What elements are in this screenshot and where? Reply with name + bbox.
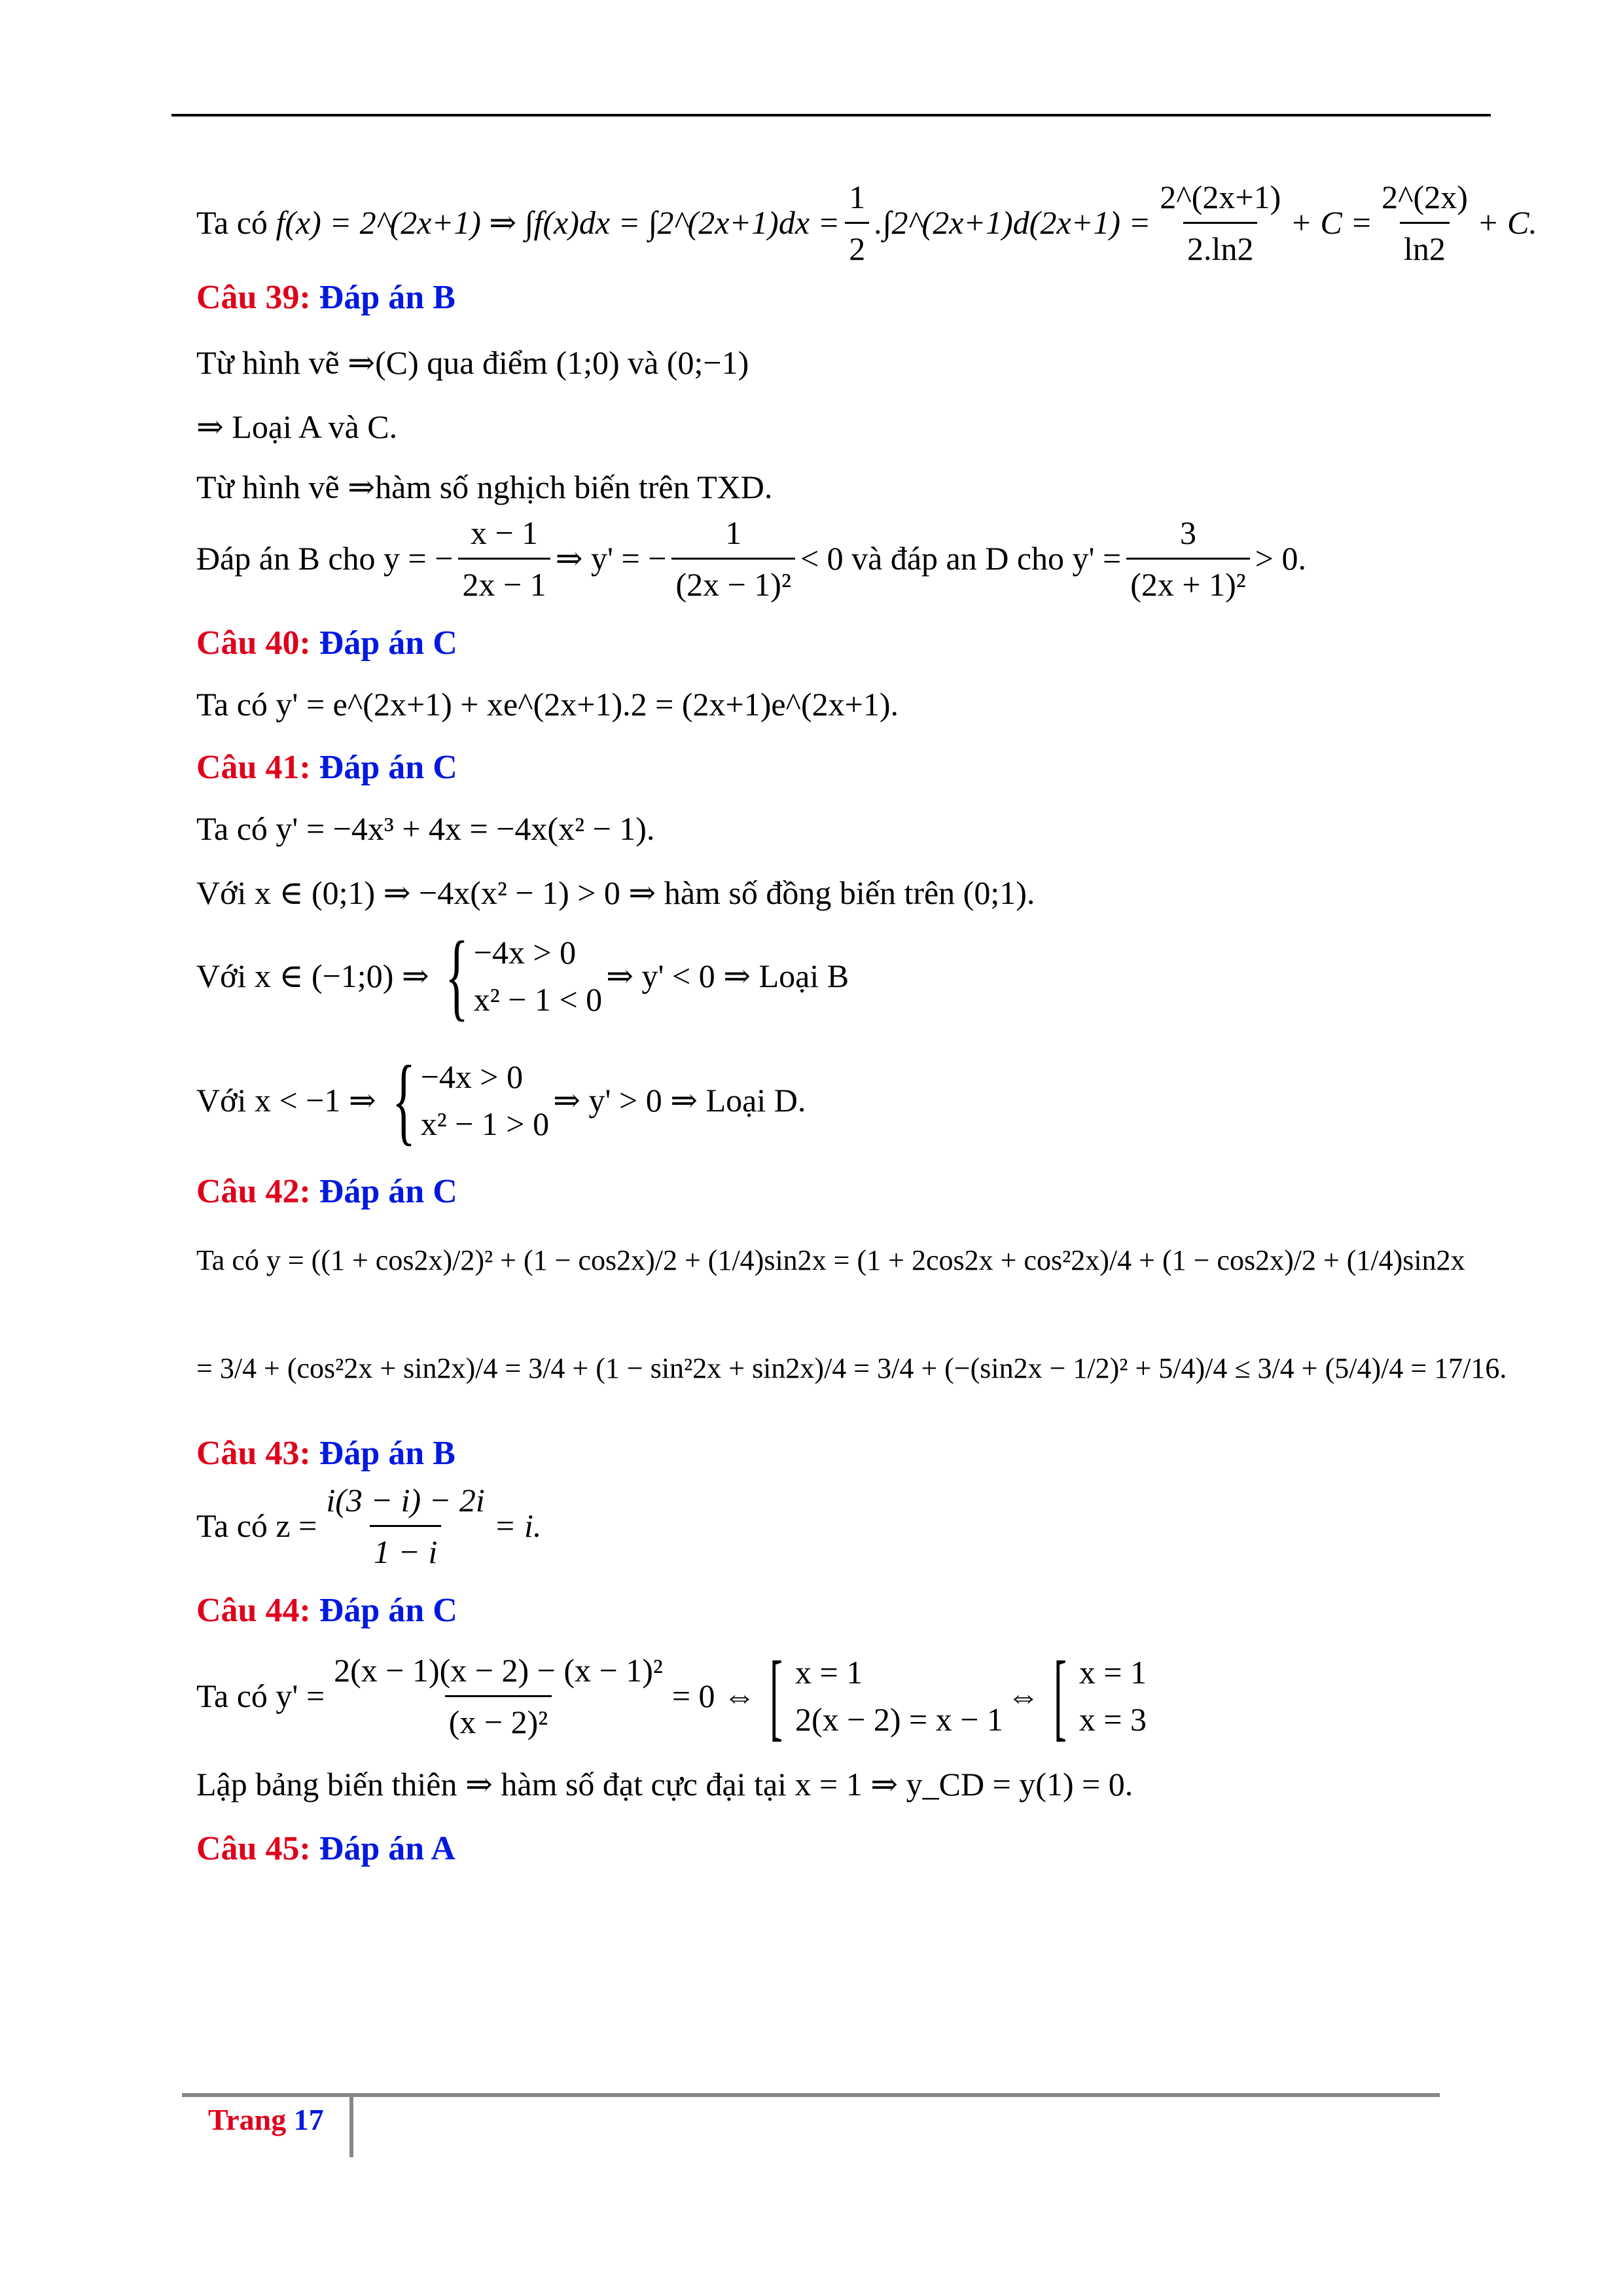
q41-number: Câu 41: bbox=[196, 749, 311, 786]
q44-heading bbox=[196, 1588, 1440, 1634]
q40-answer: Đáp án C bbox=[319, 624, 457, 662]
footer-rule bbox=[182, 2093, 1440, 2097]
q41-line-2: Với x ∈ (0;1) ⇒ −4x(x² − 1) > 0 ⇒ hàm số đồng biến trên (0;1). bbox=[196, 874, 1035, 911]
q41-l3a: Với x ∈ (−1;0) ⇒ bbox=[196, 958, 429, 994]
q38-eq1: f(x) = 2^(2x+1) ⇒ ∫f(x)dx = ∫2^(2x+1)dx = bbox=[276, 204, 840, 241]
q40-number: Câu 40: bbox=[196, 624, 311, 662]
q42-number: Câu 42: bbox=[196, 1173, 311, 1210]
q39-frac3-num: 3 bbox=[1180, 514, 1196, 551]
q38-eq4: + C. bbox=[1476, 204, 1537, 241]
q45-number: Câu 45: bbox=[196, 1830, 311, 1867]
q44-l1b: = 0 ⇔ bbox=[671, 1677, 757, 1714]
q43-number: Câu 43: bbox=[196, 1435, 311, 1472]
q38-frac1 bbox=[845, 175, 869, 271]
q44-sys1-row2: 2(x − 2) = x − 1 bbox=[795, 1701, 1003, 1738]
page-content bbox=[196, 177, 1537, 1872]
q38-frac1-den: 2 bbox=[845, 222, 869, 271]
q43-frac bbox=[322, 1478, 488, 1574]
q41-l4b: ⇒ y' > 0 ⇒ Loại D. bbox=[553, 1082, 806, 1119]
bracket-icon: [ bbox=[770, 1641, 783, 1750]
q43-frac-num: i(3 − i) − 2i bbox=[326, 1481, 485, 1518]
q44-sys2-row2: x = 3 bbox=[1079, 1701, 1147, 1738]
q39-heading bbox=[196, 275, 1440, 321]
q38-frac2-den: 2.ln2 bbox=[1183, 222, 1257, 271]
q45-answer: Đáp án A bbox=[319, 1830, 455, 1867]
q44-number: Câu 44: bbox=[196, 1592, 311, 1629]
q38-frac3-num: 2^(2x) bbox=[1382, 178, 1468, 215]
q39-l4d: > 0. bbox=[1255, 540, 1306, 577]
q38-prefix: Ta có bbox=[196, 204, 268, 241]
q39-answer: Đáp án B bbox=[319, 279, 455, 316]
q41-line-4 bbox=[196, 1045, 1440, 1156]
page-footer bbox=[208, 2102, 324, 2137]
q41-answer: Đáp án C bbox=[319, 749, 457, 786]
q39-line-3: Từ hình vẽ ⇒hàm số nghịch biến trên TXD. bbox=[196, 469, 773, 505]
q41-sys2-row1: −4x > 0 bbox=[420, 1058, 524, 1095]
q38-frac1-num: 1 bbox=[849, 178, 866, 215]
q44-frac-den: (x − 2)² bbox=[445, 1695, 552, 1744]
q41-sys2-row2: x² − 1 > 0 bbox=[420, 1105, 550, 1142]
q43-frac-den: 1 − i bbox=[370, 1525, 442, 1574]
q41-l4a: Với x < −1 ⇒ bbox=[196, 1082, 376, 1119]
q42-heading bbox=[196, 1169, 1440, 1215]
q41-l3b: ⇒ y' < 0 ⇒ Loại B bbox=[606, 958, 849, 994]
page-label: Trang bbox=[208, 2103, 287, 2136]
q41-system-2 bbox=[380, 1046, 550, 1155]
q39-line-1: Từ hình vẽ ⇒(C) qua điểm (1;0) và (0;−1) bbox=[196, 344, 749, 381]
q44-system-1 bbox=[760, 1641, 1003, 1750]
q38-eq2: .∫2^(2x+1)d(2x+1) = bbox=[874, 204, 1151, 241]
page-number: 17 bbox=[293, 2103, 324, 2136]
q40-line-1: Ta có y' = e^(2x+1) + xe^(2x+1).2 = (2x+1)e^(2x+1). bbox=[196, 686, 899, 723]
q44-frac-num: 2(x − 1)(x − 2) − (x − 1)² bbox=[334, 1651, 663, 1689]
q43-line-1 bbox=[196, 1477, 1440, 1575]
q44-l1c: ⇔ bbox=[1007, 1677, 1040, 1714]
q43-l1b: = i. bbox=[493, 1507, 542, 1544]
q39-frac1-num: x − 1 bbox=[470, 514, 539, 551]
q42-line-1: Ta có y = ((1 + cos2x)/2)² + (1 − cos2x)/2 + (1/4)sin2x = (1 + 2cos2x + cos²2x)/4 + (1 − cos2x)/2 + (1/4)sin2x bbox=[196, 1244, 1465, 1276]
q43-l1a: Ta có z = bbox=[196, 1507, 317, 1544]
q39-frac1 bbox=[458, 511, 550, 607]
q44-answer: Đáp án C bbox=[319, 1592, 457, 1629]
q44-l1a: Ta có y' = bbox=[196, 1677, 325, 1714]
q41-sys1-row2: x² − 1 < 0 bbox=[473, 981, 603, 1018]
q38-frac2 bbox=[1156, 175, 1285, 271]
q44-system-2 bbox=[1044, 1641, 1147, 1750]
q38-frac3 bbox=[1378, 175, 1472, 271]
q44-line-1 bbox=[196, 1640, 1440, 1751]
q38-frac2-num: 2^(2x+1) bbox=[1160, 178, 1281, 215]
q44-line-2: Lập bảng biến thiên ⇒ hàm số đạt cực đại tại x = 1 ⇒ y_CD = y(1) = 0. bbox=[196, 1766, 1133, 1803]
q39-l4b: ⇒ y' = − bbox=[555, 540, 667, 577]
q42-line-2: = 3/4 + (cos²2x + sin2x)/4 = 3/4 + (1 − sin²2x + sin2x)/4 = 3/4 + (−(sin2x − 1/2)² + 5/4)/4 ≤ 3/4 + (5/4)/4 = 17/16. bbox=[196, 1352, 1507, 1384]
q39-frac2-den: (2x − 1)² bbox=[671, 558, 795, 607]
brace-icon: { bbox=[444, 922, 469, 1030]
q41-line-1: Ta có y' = −4x³ + 4x = −4x(x² − 1). bbox=[196, 810, 655, 847]
q39-frac2-num: 1 bbox=[725, 514, 742, 551]
q44-frac bbox=[330, 1648, 667, 1744]
q41-heading bbox=[196, 745, 1440, 791]
q39-l4a: Đáp án B cho y = − bbox=[196, 540, 454, 577]
q43-answer: Đáp án B bbox=[319, 1435, 455, 1472]
q39-l4c: < 0 và đáp an D cho y' = bbox=[800, 540, 1122, 577]
q39-line-4 bbox=[196, 509, 1440, 607]
q40-heading bbox=[196, 620, 1440, 666]
q43-heading bbox=[196, 1431, 1440, 1477]
q44-sys1-row1: x = 1 bbox=[795, 1654, 863, 1691]
q39-line-2: ⇒ Loại A và C. bbox=[196, 408, 398, 445]
q39-frac2 bbox=[671, 511, 795, 607]
q39-frac1-den: 2x − 1 bbox=[458, 558, 550, 607]
q39-frac3-den: (2x + 1)² bbox=[1126, 558, 1250, 607]
q44-sys2-row1: x = 1 bbox=[1079, 1654, 1147, 1691]
bracket-icon: [ bbox=[1053, 1641, 1067, 1750]
brace-icon: { bbox=[391, 1046, 416, 1155]
q39-frac3 bbox=[1126, 511, 1250, 607]
q38-frac3-den: ln2 bbox=[1400, 222, 1450, 271]
q38-eq3: + C = bbox=[1290, 204, 1373, 241]
q39-number: Câu 39: bbox=[196, 279, 311, 316]
q38-line bbox=[196, 177, 1537, 268]
q41-sys1-row1: −4x > 0 bbox=[473, 934, 577, 971]
top-rule bbox=[171, 114, 1491, 117]
q41-system-1 bbox=[433, 922, 603, 1030]
footer-divider bbox=[349, 2097, 353, 2157]
q42-answer: Đáp án C bbox=[319, 1173, 457, 1210]
q41-line-3 bbox=[196, 920, 1440, 1031]
q45-heading bbox=[196, 1826, 1440, 1872]
